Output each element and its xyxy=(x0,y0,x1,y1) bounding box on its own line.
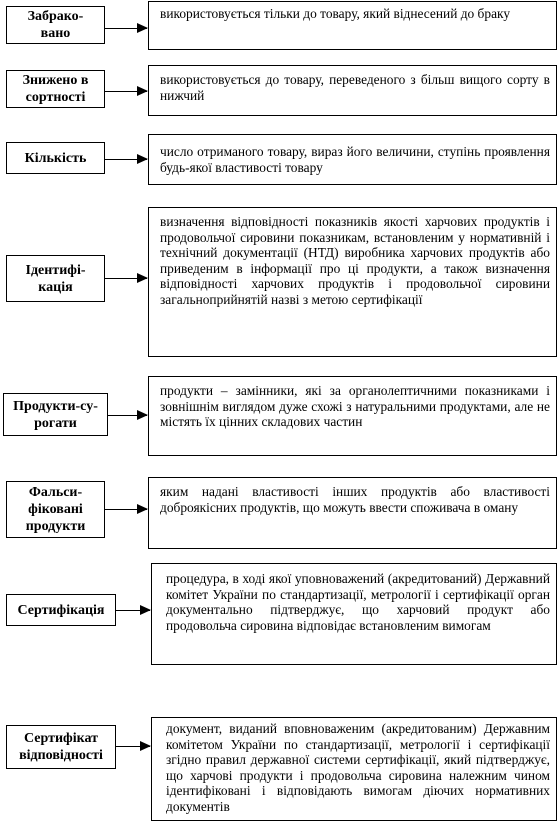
term-box-surrogates: Продукти-су- рогати xyxy=(3,393,108,436)
term-box-certification: Сертифікація xyxy=(6,594,116,626)
definition-box-rejected: використовується тільки до товару, який віднесений до браку xyxy=(148,1,557,50)
definition-box-downgraded: використовується до товару, переведеного з більш вищого сорту в нижчий xyxy=(148,65,557,116)
definition-box-certification: процедура, в ході якої уповноважений (акредитований) Державний комітет України по стандартизації, метрології і сертифікації орган документально підтверджує, що харчовий продукт або продовольча сировина відповідає встановленим вимогам xyxy=(151,563,557,665)
arrow-icon xyxy=(105,159,147,160)
term-box-quantity: Кількість xyxy=(6,142,105,174)
term-box-rejected: Забрако- вано xyxy=(6,6,105,44)
arrow-icon xyxy=(116,746,150,747)
term-box-downgraded: Знижено в сортності xyxy=(6,70,105,108)
term-box-identification: Ідентифі- кація xyxy=(6,255,105,302)
arrow-icon xyxy=(105,278,147,279)
definition-box-falsified: яким надані властивості інших продуктів або властивості доброякісних продуктів, що можуть ввести споживача в оману xyxy=(148,477,557,549)
term-box-certificate: Сертифікат відповідності xyxy=(6,725,116,769)
arrow-icon xyxy=(108,415,147,416)
term-box-falsified: Фальси- фіковані продукти xyxy=(6,481,105,538)
definition-box-certificate: документ, виданий вповноваженим (акредитованим) Державним комітетом України по стандартизації, метрології і сертифікації згідно правил державної системи сертифікації, який підтверджує, що харчові продукти і продовольча сировина належним чином ідентифіковані і відповідають вимогам діючих нормативних документів xyxy=(151,717,557,821)
arrow-icon xyxy=(105,28,147,29)
definition-box-quantity: число отриманого товару, вираз його величини, ступінь проявлення будь-якої властивості товару xyxy=(148,134,557,185)
arrow-icon xyxy=(105,509,147,510)
arrow-icon xyxy=(116,610,150,611)
definition-box-surrogates: продукти – замінники, які за органолептичними показниками і зовнішнім виглядом дуже схожі з натуральними продуктами, але не містять їх цінних складових частин xyxy=(148,376,557,456)
arrow-icon xyxy=(105,91,147,92)
definition-box-identification: визначення відповідності показників якості харчових продуктів і продовольчої сировини показникам, встановленим у нормативній і технічний документації (НТД) виробника харчових продуктів або приведеним в інформації про ці продукти, а також визначення відповідності харчових продуктів і продовольчої сировини загальноприйнятій назві з метою сертифікації xyxy=(148,207,557,357)
